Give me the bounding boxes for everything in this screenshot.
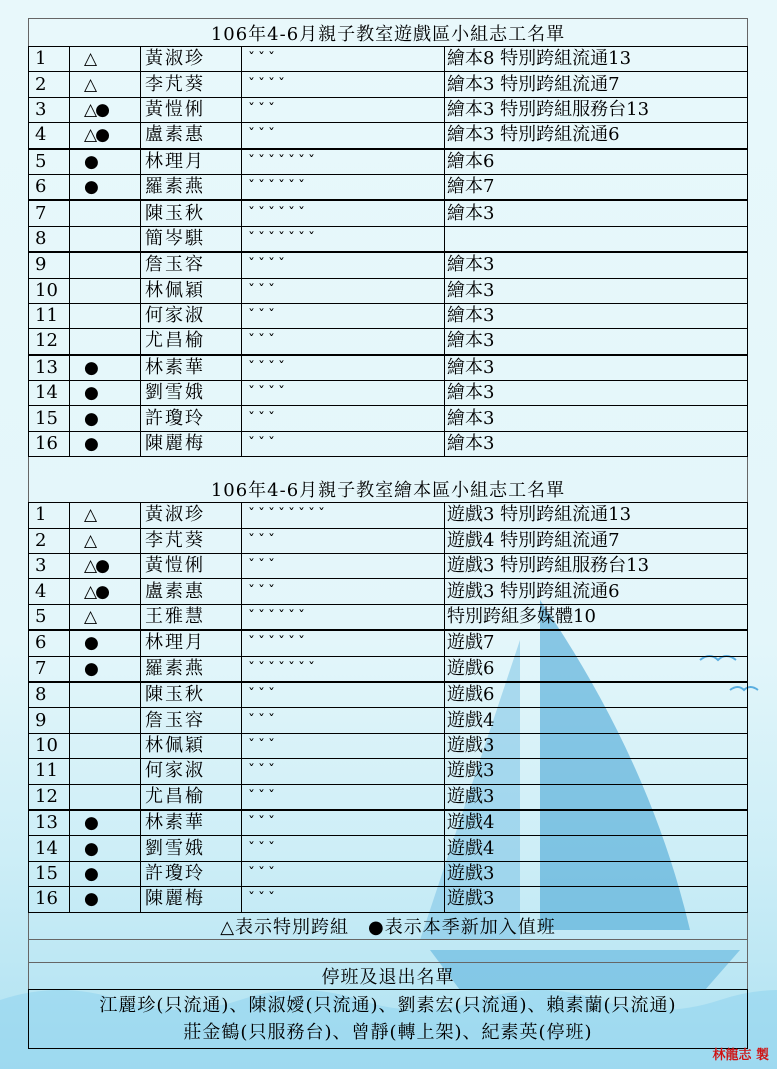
- row-mark: ●: [70, 656, 141, 682]
- duty-checks: ˇˇˇ: [242, 406, 445, 431]
- duty-note: 繪本3: [445, 355, 748, 381]
- duty-checks: ˇˇˇ: [242, 759, 445, 784]
- row-mark: △: [70, 47, 141, 72]
- duty-note: 遊戲3: [445, 733, 748, 758]
- duty-checks: ˇˇˇˇˇˇˇ: [242, 656, 445, 682]
- row-mark: [70, 226, 141, 252]
- table-row: [29, 72, 748, 97]
- row-number: 10: [29, 733, 70, 758]
- duty-checks: ˇˇˇ: [242, 836, 445, 861]
- duty-note: 遊戲4: [445, 708, 748, 733]
- duty-checks: ˇˇˇ: [242, 528, 445, 553]
- duty-checks: ˇˇˇ: [242, 47, 445, 72]
- row-number: 2: [29, 528, 70, 553]
- table-row: [29, 528, 748, 553]
- table-row: [29, 733, 748, 758]
- volunteer-name: 羅素燕: [141, 174, 242, 200]
- table-row: [29, 682, 748, 708]
- duty-checks: ˇˇˇˇˇˇ: [242, 200, 445, 226]
- duty-note: 遊戲3: [445, 861, 748, 886]
- duty-checks: ˇˇˇ: [242, 810, 445, 836]
- table-row: [29, 252, 748, 278]
- volunteer-name: 陳玉秋: [141, 200, 242, 226]
- row-mark: ●: [70, 431, 141, 456]
- duty-note: 繪本8 特別跨組流通13: [445, 47, 748, 72]
- duty-checks: ˇˇˇ: [242, 733, 445, 758]
- row-mark: [70, 329, 141, 355]
- row-mark: [70, 759, 141, 784]
- row-mark: △●: [70, 579, 141, 604]
- volunteer-name: 何家淑: [141, 303, 242, 328]
- row-mark: △●: [70, 554, 141, 579]
- row-mark: [70, 252, 141, 278]
- row-mark: ●: [70, 630, 141, 656]
- duty-checks: ˇˇˇ: [242, 887, 445, 912]
- duty-checks: ˇˇˇˇ: [242, 252, 445, 278]
- volunteer-name: 簡岑騏: [141, 226, 242, 252]
- table-row: [29, 604, 748, 630]
- duty-note: 繪本3: [445, 303, 748, 328]
- row-mark: ●: [70, 887, 141, 912]
- duty-checks: ˇˇˇˇˇˇ: [242, 630, 445, 656]
- row-number: 1: [29, 47, 70, 72]
- table-row: [29, 554, 748, 579]
- duty-checks: ˇˇˇ: [242, 431, 445, 456]
- table-row: [29, 149, 748, 175]
- duty-checks: ˇˇˇ: [242, 97, 445, 122]
- volunteer-name: 尤昌榆: [141, 784, 242, 810]
- table-row: [29, 329, 748, 355]
- row-number: 1: [29, 503, 70, 528]
- row-number: 10: [29, 278, 70, 303]
- volunteer-name: 詹玉容: [141, 708, 242, 733]
- table-row: [29, 226, 748, 252]
- duty-checks: ˇˇˇˇ: [242, 355, 445, 381]
- row-number: 11: [29, 303, 70, 328]
- duty-note: 遊戲3 特別跨組流通13: [445, 503, 748, 528]
- table-row: [29, 503, 748, 528]
- duty-note: 遊戲4 特別跨組流通7: [445, 528, 748, 553]
- stop-list-line-2: 莊金鶴(只服務台)、曾靜(轉上架)、紀素英(停班): [183, 1021, 593, 1043]
- duty-note: 繪本3: [445, 252, 748, 278]
- duty-note: 遊戲3 特別跨組服務台13: [445, 554, 748, 579]
- table-row: [29, 708, 748, 733]
- row-mark: [70, 200, 141, 226]
- row-number: 7: [29, 200, 70, 226]
- row-number: 3: [29, 97, 70, 122]
- row-number: 6: [29, 174, 70, 200]
- table-row: [29, 431, 748, 456]
- duty-note: 遊戲7: [445, 630, 748, 656]
- table-row: [29, 630, 748, 656]
- volunteer-name: 許瓊玲: [141, 861, 242, 886]
- volunteer-name: 盧素惠: [141, 123, 242, 149]
- table-row: [29, 784, 748, 810]
- duty-note: 遊戲4: [445, 836, 748, 861]
- table-row: [29, 579, 748, 604]
- duty-note: 繪本6: [445, 149, 748, 175]
- volunteer-name: 林佩穎: [141, 733, 242, 758]
- duty-checks: ˇˇˇˇˇˇˇˇ: [242, 503, 445, 528]
- row-mark: [70, 784, 141, 810]
- volunteer-name: 陳麗梅: [141, 887, 242, 912]
- row-number: 13: [29, 355, 70, 381]
- table-row: [29, 355, 748, 381]
- duty-checks: ˇˇˇ: [242, 278, 445, 303]
- duty-note: 遊戲4: [445, 810, 748, 836]
- row-mark: ●: [70, 861, 141, 886]
- table-row: [29, 97, 748, 122]
- duty-note: 繪本3: [445, 406, 748, 431]
- duty-checks: ˇˇˇ: [242, 579, 445, 604]
- volunteer-name: 林理月: [141, 630, 242, 656]
- duty-checks: ˇˇˇˇˇˇ: [242, 174, 445, 200]
- duty-checks: ˇˇˇ: [242, 682, 445, 708]
- table-row: [29, 861, 748, 886]
- duty-checks: ˇˇˇˇ: [242, 72, 445, 97]
- volunteer-name: 許瓊玲: [141, 406, 242, 431]
- duty-note: 遊戲6: [445, 682, 748, 708]
- row-mark: ●: [70, 149, 141, 175]
- duty-checks: ˇˇˇ: [242, 861, 445, 886]
- row-number: 9: [29, 252, 70, 278]
- duty-note: 遊戲3: [445, 759, 748, 784]
- row-mark: △●: [70, 123, 141, 149]
- duty-note: 繪本7: [445, 174, 748, 200]
- duty-checks: ˇˇˇ: [242, 303, 445, 328]
- row-mark: ●: [70, 381, 141, 406]
- row-mark: △●: [70, 97, 141, 122]
- duty-note: 繪本3 特別跨組流通6: [445, 123, 748, 149]
- volunteer-name: 王雅慧: [141, 604, 242, 630]
- row-mark: △: [70, 528, 141, 553]
- duty-note: 繪本3: [445, 200, 748, 226]
- row-number: 5: [29, 149, 70, 175]
- row-number: 12: [29, 329, 70, 355]
- row-number: 4: [29, 579, 70, 604]
- duty-checks: ˇˇˇˇˇˇˇ: [242, 226, 445, 252]
- duty-note: 遊戲3: [445, 784, 748, 810]
- volunteer-name: 黃淑珍: [141, 47, 242, 72]
- duty-checks: ˇˇˇ: [242, 329, 445, 355]
- row-mark: △: [70, 72, 141, 97]
- volunteer-name: 李芃葵: [141, 528, 242, 553]
- volunteer-name: 陳玉秋: [141, 682, 242, 708]
- legend: △表示特別跨組 ●表示本季新加入值班: [28, 913, 748, 940]
- table-row: [29, 759, 748, 784]
- row-mark: △: [70, 604, 141, 630]
- volunteer-name: 尤昌榆: [141, 329, 242, 355]
- table-row: [29, 381, 748, 406]
- row-mark: ●: [70, 836, 141, 861]
- row-number: 2: [29, 72, 70, 97]
- stop-list-title: 停班及退出名單: [28, 963, 748, 989]
- table-row: [29, 836, 748, 861]
- duty-note: 遊戲6: [445, 656, 748, 682]
- volunteer-name: 陳麗梅: [141, 431, 242, 456]
- row-number: 5: [29, 604, 70, 630]
- row-mark: ●: [70, 174, 141, 200]
- volunteer-name: 黃淑珍: [141, 503, 242, 528]
- row-mark: [70, 682, 141, 708]
- stop-list-body: [28, 989, 748, 1049]
- table-row: [29, 406, 748, 431]
- row-number: 8: [29, 226, 70, 252]
- game-area-roster-table: [28, 46, 748, 457]
- table-row: [29, 656, 748, 682]
- row-mark: [70, 278, 141, 303]
- volunteer-name: 林素華: [141, 810, 242, 836]
- row-number: 11: [29, 759, 70, 784]
- row-mark: [70, 733, 141, 758]
- duty-note: 繪本3: [445, 278, 748, 303]
- row-mark: [70, 708, 141, 733]
- game-table-title: 106年4-6月親子教室遊戲區小組志工名單: [28, 18, 748, 46]
- duty-checks: ˇˇˇ: [242, 784, 445, 810]
- volunteer-name: 劉雪娥: [141, 836, 242, 861]
- picture-book-roster-table: [28, 502, 748, 912]
- volunteer-name: 林理月: [141, 149, 242, 175]
- maker-signature: 林龍志 製: [712, 1048, 769, 1063]
- volunteer-name: 黃愷俐: [141, 97, 242, 122]
- duty-note: 繪本3: [445, 431, 748, 456]
- volunteer-name: 詹玉容: [141, 252, 242, 278]
- volunteer-name: 林素華: [141, 355, 242, 381]
- duty-checks: ˇˇˇˇˇˇ: [242, 604, 445, 630]
- row-number: 15: [29, 406, 70, 431]
- spacer-row: [28, 940, 748, 963]
- duty-checks: ˇˇˇ: [242, 554, 445, 579]
- volunteer-name: 黃愷俐: [141, 554, 242, 579]
- row-number: 3: [29, 554, 70, 579]
- volunteer-roster-sheet: [28, 18, 748, 1049]
- row-number: 14: [29, 836, 70, 861]
- table-row: [29, 887, 748, 912]
- row-number: 12: [29, 784, 70, 810]
- duty-note: 遊戲3 特別跨組流通6: [445, 579, 748, 604]
- volunteer-name: 何家淑: [141, 759, 242, 784]
- row-number: 14: [29, 381, 70, 406]
- row-mark: ●: [70, 810, 141, 836]
- row-number: 4: [29, 123, 70, 149]
- row-mark: [70, 303, 141, 328]
- table-row: [29, 810, 748, 836]
- duty-checks: ˇˇˇ: [242, 708, 445, 733]
- row-mark: ●: [70, 355, 141, 381]
- row-number: 8: [29, 682, 70, 708]
- row-number: 16: [29, 431, 70, 456]
- row-number: 7: [29, 656, 70, 682]
- volunteer-name: 羅素燕: [141, 656, 242, 682]
- row-mark: △: [70, 503, 141, 528]
- volunteer-name: 劉雪娥: [141, 381, 242, 406]
- duty-checks: ˇˇˇˇˇˇˇ: [242, 149, 445, 175]
- table-row: [29, 174, 748, 200]
- duty-note: 遊戲3: [445, 887, 748, 912]
- volunteer-name: 林佩穎: [141, 278, 242, 303]
- duty-note: 繪本3 特別跨組服務台13: [445, 97, 748, 122]
- row-number: 6: [29, 630, 70, 656]
- stop-list-line-1: 江麗珍(只流通)、陳淑嬡(只流通)、劉素宏(只流通)、賴素蘭(只流通): [99, 994, 677, 1016]
- table-row: [29, 47, 748, 72]
- duty-note: [445, 226, 748, 252]
- row-number: 16: [29, 887, 70, 912]
- duty-checks: ˇˇˇ: [242, 123, 445, 149]
- table-row: [29, 123, 748, 149]
- duty-note: 繪本3: [445, 381, 748, 406]
- row-number: 15: [29, 861, 70, 886]
- duty-checks: ˇˇˇˇ: [242, 381, 445, 406]
- table-row: [29, 303, 748, 328]
- table-row: [29, 200, 748, 226]
- table-row: [29, 278, 748, 303]
- volunteer-name: 李芃葵: [141, 72, 242, 97]
- duty-note: 特別跨組多媒體10: [445, 604, 748, 630]
- volunteer-name: 盧素惠: [141, 579, 242, 604]
- duty-note: 繪本3: [445, 329, 748, 355]
- duty-note: 繪本3 特別跨組流通7: [445, 72, 748, 97]
- row-mark: ●: [70, 406, 141, 431]
- row-number: 9: [29, 708, 70, 733]
- section-gap: [28, 457, 748, 475]
- book-table-title: 106年4-6月親子教室繪本區小組志工名單: [28, 475, 748, 502]
- row-number: 13: [29, 810, 70, 836]
